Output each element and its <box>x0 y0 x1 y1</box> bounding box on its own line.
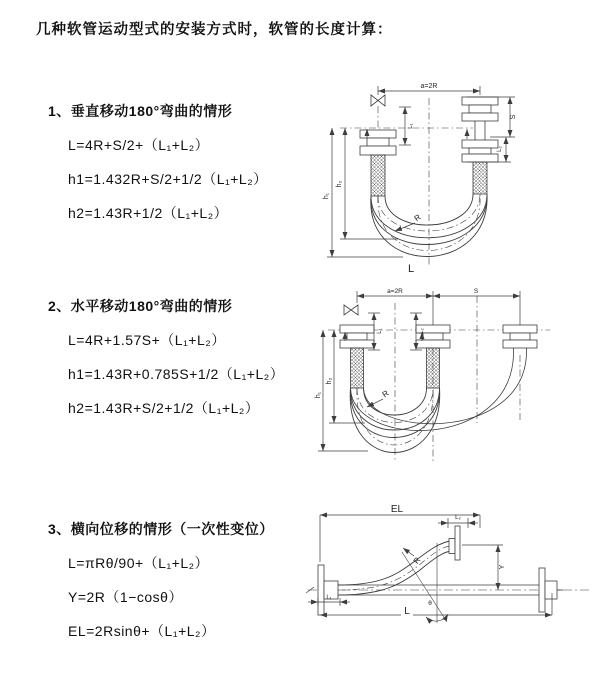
label-l: L <box>404 606 410 617</box>
label-y: Y <box>499 564 506 570</box>
label-h1: h₁ <box>315 391 322 399</box>
upper-flange <box>449 526 460 560</box>
label-l2: L₂ <box>455 515 461 521</box>
diagram-horizontal-180-bend <box>310 283 600 468</box>
label-l1: L₁ <box>326 595 332 601</box>
formula-y: Y=2R（1−cosθ） <box>68 589 183 605</box>
label-l: L <box>407 263 415 275</box>
formula-el: EL=2Rsinθ+（L₁+L₂） <box>68 623 216 639</box>
label-s: S <box>510 114 517 120</box>
label-l2: L₂ <box>419 328 425 334</box>
label-s: S <box>473 288 479 295</box>
label-h2: h₂ <box>326 377 333 385</box>
formula-length: L=4R+S/2+（L₁+L₂） <box>68 137 210 153</box>
formula-length: L=πRθ/90+（L₁+L₂） <box>68 555 210 571</box>
label-a2r: a=2R <box>420 83 438 90</box>
radius-leader <box>403 548 414 556</box>
section-2 <box>48 296 284 418</box>
flange-stacks <box>340 325 537 348</box>
section-3-heading: 3、横向位移的情形（一次性变位） <box>48 521 274 537</box>
label-a2r: a=2R <box>387 288 403 295</box>
label-l1: L₁ <box>377 328 383 334</box>
formula-h1: h1=1.43R+0.785S+1/2（L₁+L₂） <box>68 366 285 382</box>
right-flange <box>539 568 563 612</box>
left-flange-stack <box>360 130 396 155</box>
right-hose-braid <box>473 162 487 194</box>
page-title: 几种软管运动型式的安装方式时，软管的长度计算： <box>36 22 393 38</box>
s-curve-hose <box>338 541 451 595</box>
section-1-heading: 1、垂直移动180°弯曲的情形 <box>48 103 233 119</box>
section-3 <box>48 519 274 641</box>
centerlines <box>340 98 473 266</box>
left-hose-braid <box>351 348 364 388</box>
left-flange <box>318 565 338 615</box>
dimension-a2r-s <box>357 291 520 325</box>
label-r: R <box>380 388 391 400</box>
label-h2: h₂ <box>336 180 343 188</box>
left-hose-braid <box>371 155 385 196</box>
label-l1: L₁ <box>408 123 414 129</box>
dimension-l <box>320 593 552 615</box>
valve-icon <box>371 95 385 106</box>
label-theta: θ <box>428 600 432 607</box>
section-2-heading: 2、水平移动180°弯曲的情形 <box>48 298 233 314</box>
formula-length: L=4R+1.57S+（L₁+L₂） <box>68 332 226 348</box>
diagram-lateral-displacement <box>300 498 600 645</box>
label-el: EL <box>390 504 404 515</box>
right-flange-stack <box>462 97 498 162</box>
formula-h1: h1=1.432R+S/2+1/2（L₁+L₂） <box>68 171 268 187</box>
diagram-vertical-180-bend <box>315 76 600 276</box>
section-1 <box>48 101 268 223</box>
label-r: R <box>411 555 423 566</box>
label-l2: L₂ <box>497 146 503 152</box>
formula-h2: h2=1.43R+1/2（L₁+L₂） <box>68 205 229 221</box>
label-r: R <box>412 212 423 224</box>
label-h1: h₁ <box>323 192 330 200</box>
middle-hose-braid <box>427 348 440 388</box>
valve-icon <box>344 305 358 315</box>
radius-leader <box>395 223 415 231</box>
dimension-y <box>462 545 503 590</box>
formula-h2: h2=1.43R+S/2+1/2（L₁+L₂） <box>68 400 260 416</box>
